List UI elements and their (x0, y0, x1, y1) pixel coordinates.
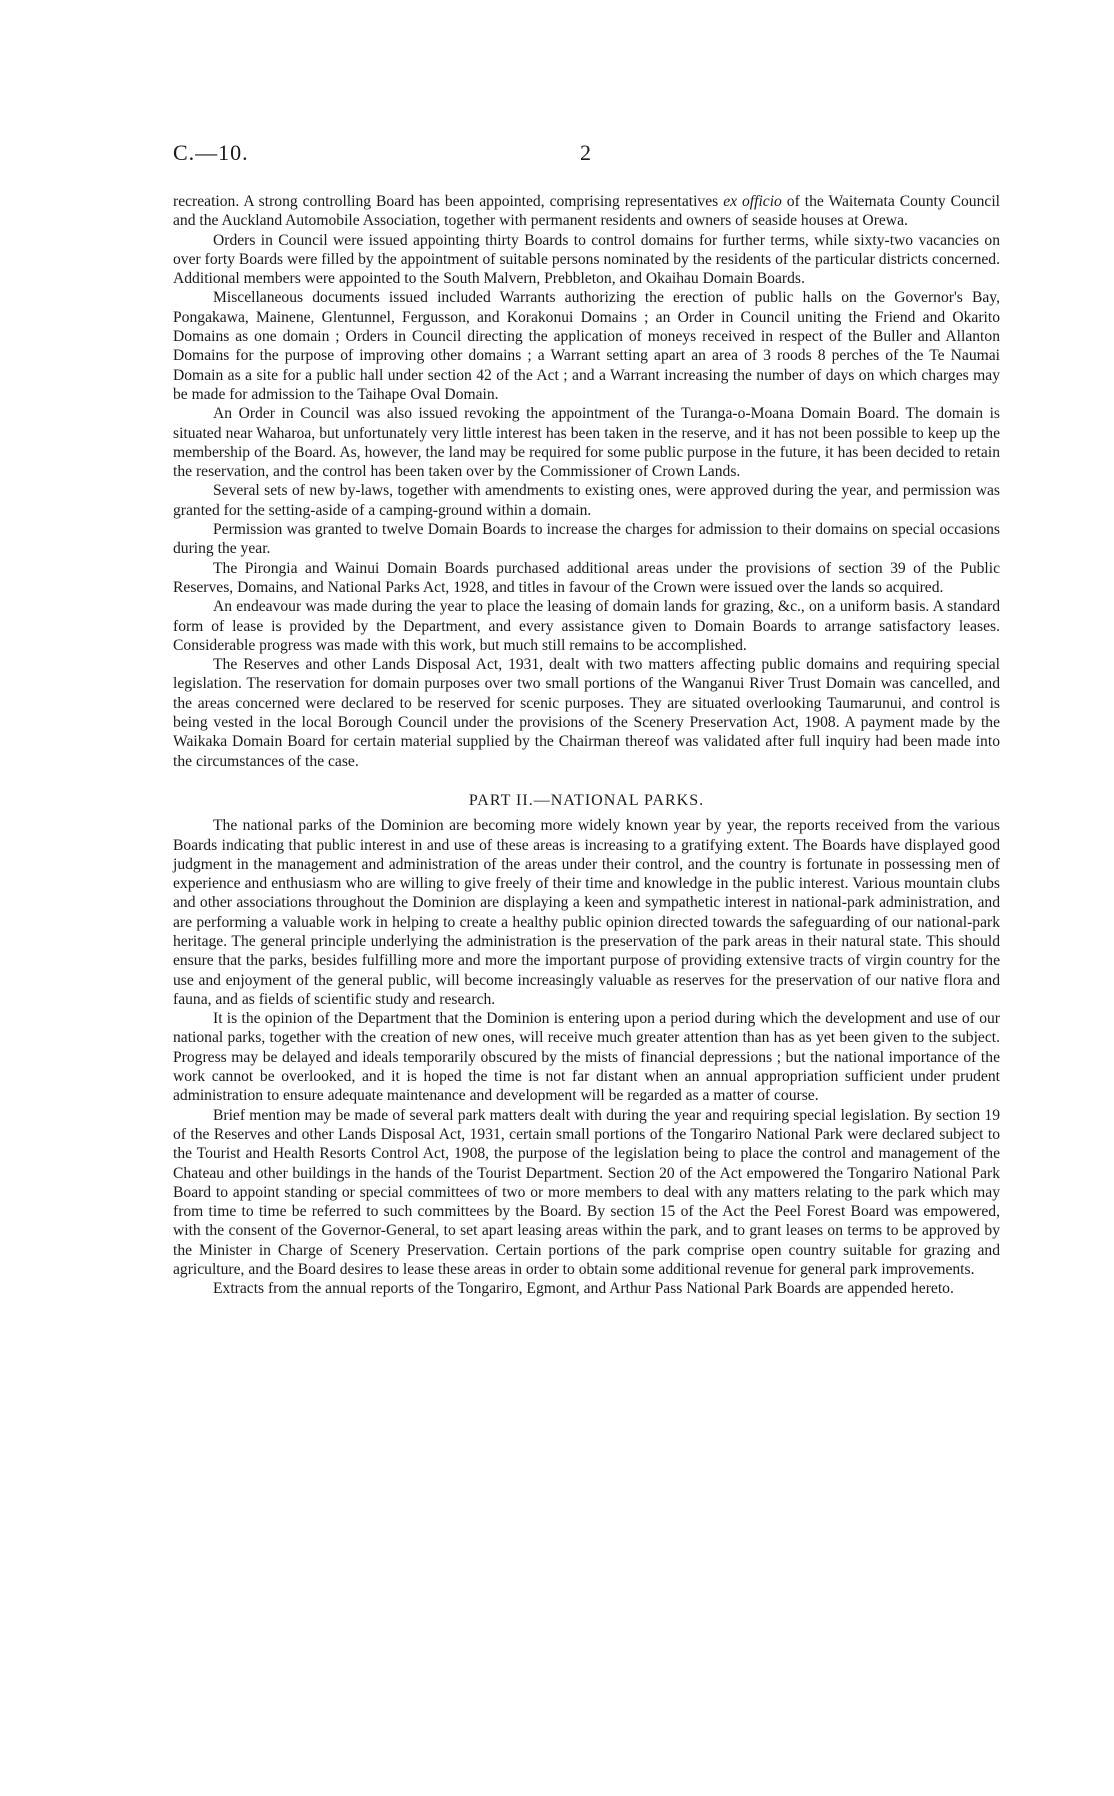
paragraph: Orders in Council were issued appointing thirty Boards to control domains for further terms, while sixty-two vacancies on over forty Boards were filled by the appointment of suitable persons nominated by the residents of the particular districts concerned. Additional members were appointed to the South Malvern, Prebbleton, and Okaihau Domain Boards. (173, 231, 1000, 288)
paragraph-text: of the Waitemata County Council and the Auckland Automobile Association, together with permanent residents and owners of seaside houses at Orewa. (173, 193, 1000, 230)
section-heading: PART II.—NATIONAL PARKS. (468, 791, 705, 809)
page-number: 2 (580, 140, 591, 165)
paragraph: Brief mention may be made of several park matters dealt with during the year and requiring special legislation. By section 19 of the Reserves and other Lands Disposal Act, 1931, certain small portions of the Tongariro National Park were declared subject to the Tourist and Health Resorts Control Act, 1908, the purpose of the legislation being to place the control and management of the Chateau and other buildings in the hands of the Tourist Department. Section 20 of the Act empowered the Tongariro National Park Board to appoint standing or special committees of two or more members to deal with any matters relating to the park which may from time to time be referred to such committees by the Board. By section 15 of the Act the Peel Forest Board was empowered, with the consent of the Governor-General, to set apart leasing areas within the park, and to grant leases on terms to be approved by the Minister in Charge of Scenery Preservation. Certain portions of the park comprise open country suitable for grazing and agriculture, and the Board desires to lease these areas in order to obtain some additional revenue for general park improvements. (173, 1106, 1000, 1279)
paragraph-text: recreation. A strong controlling Board has been appointed, comprising representatives (173, 193, 724, 210)
paragraph: It is the opinion of the Department that the Dominion is entering upon a period during which the development and use of our national parks, together with the creation of new ones, will receive much greater attention than has as yet been given to the subject. Progress may be delayed and ideals temporarily obscured by the mists of financial depressions ; but the national importance of the work cannot be overlooked, and it is hoped the time is not far distant when an annual appropriation sufficient under prudent administration to ensure adequate maintenance and development will be regarded as a matter of course. (173, 1010, 1000, 1105)
document-body (173, 192, 1000, 1299)
paragraph: The Reserves and other Lands Disposal Act, 1931, dealt with two matters affecting public domains and requiring special legislation. The reservation for domain purposes over two small portions of the Wanganui River Trust Domain was cancelled, and the areas concerned were declared to be reserved for scenic purposes. They are situated overlooking Taumarunui, and control is being vested in the local Borough Council under the provisions of the Scenery Preservation Act, 1908. A payment made by the Waikaka Domain Board for certain material supplied by the Chairman thereof was validated after full inquiry had been made into the circumstances of the case. (173, 656, 1000, 770)
page-header (0, 140, 1114, 170)
paragraph: An endeavour was made during the year to place the leasing of domain lands for grazing, &c., on a uniform basis. A standard form of lease is provided by the Department, and every assistance given to Domain Boards to arrange satisfactory leases. Considerable progress was made with this work, but much still remains to be accomplished. (173, 598, 1000, 654)
paragraph-continuation (173, 192, 1000, 231)
emphasis-text: ex officio (723, 193, 782, 210)
paragraph: Miscellaneous documents issued included Warrants authorizing the erection of public halls on the Governor's Bay, Pongakawa, Mainene, Glentunnel, Fergusson, and Korakonui Domains ; an Order in Council uniting the Friend and Okarito Domains as one domain ; Orders in Council directing the application of moneys received in respect of the Buller and Allanton Domains for the purpose of improving other domains ; a Warrant setting apart an area of 3 roods 8 perches of the Te Naumai Domain as a site for a public hall under section 42 of the Act ; and a Warrant increasing the number of days on which charges may be made for admission to the Taihape Oval Domain. (173, 289, 1000, 403)
document-reference: C.—10. (173, 140, 249, 165)
paragraph: Permission was granted to twelve Domain Boards to increase the charges for admission to their domains on special occasions during the year. (173, 521, 1000, 558)
paragraph: The national parks of the Dominion are becoming more widely known year by year, the reports received from the various Boards indicating that public interest in and use of these areas is increasing to a gratifying extent. The Boards have displayed good judgment in the management and administration of the areas under their control, and the country is fortunate in possessing men of experience and enthusiasm who are willing to give freely of their time and knowledge in the public interest. Various mountain clubs and other associations throughout the Dominion are displaying a keen and sympathetic interest in national-park administration, and are performing a valuable work in helping to create a healthy public opinion directed towards the safeguarding of our national-park heritage. The general principle underlying the administration is the preservation of the park areas in their natural state. This should ensure that the parks, besides fulfilling more and more the important purpose of providing extensive tracts of virgin country for the use and enjoyment of the general public, will become increasingly valuable as reserves for the preservation of our native flora and fauna, and as fields of scientific study and research. (173, 817, 1000, 1008)
paragraph: Extracts from the annual reports of the Tongariro, Egmont, and Arthur Pass National Park Boards are appended hereto. (213, 1280, 954, 1298)
paragraph: The Pirongia and Wainui Domain Boards purchased additional areas under the provisions of section 39 of the Public Reserves, Domains, and National Parks Act, 1928, and titles in favour of the Crown were issued over the lands so acquired. (173, 559, 1000, 596)
paragraph: An Order in Council was also issued revoking the appointment of the Turanga-o-Moana Domain Board. The domain is situated near Waharoa, but unfortunately very little interest has been taken in the reserve, and it has not been possible to keep up the membership of the Board. As, however, the land may be required for some public purpose in the future, it has been decided to retain the reservation, and the control has been taken over by the Commissioner of Crown Lands. (173, 405, 1000, 481)
paragraph: Several sets of new by-laws, together with amendments to existing ones, were approved during the year, and permission was granted for the setting-aside of a camping-ground within a domain. (173, 482, 1000, 519)
